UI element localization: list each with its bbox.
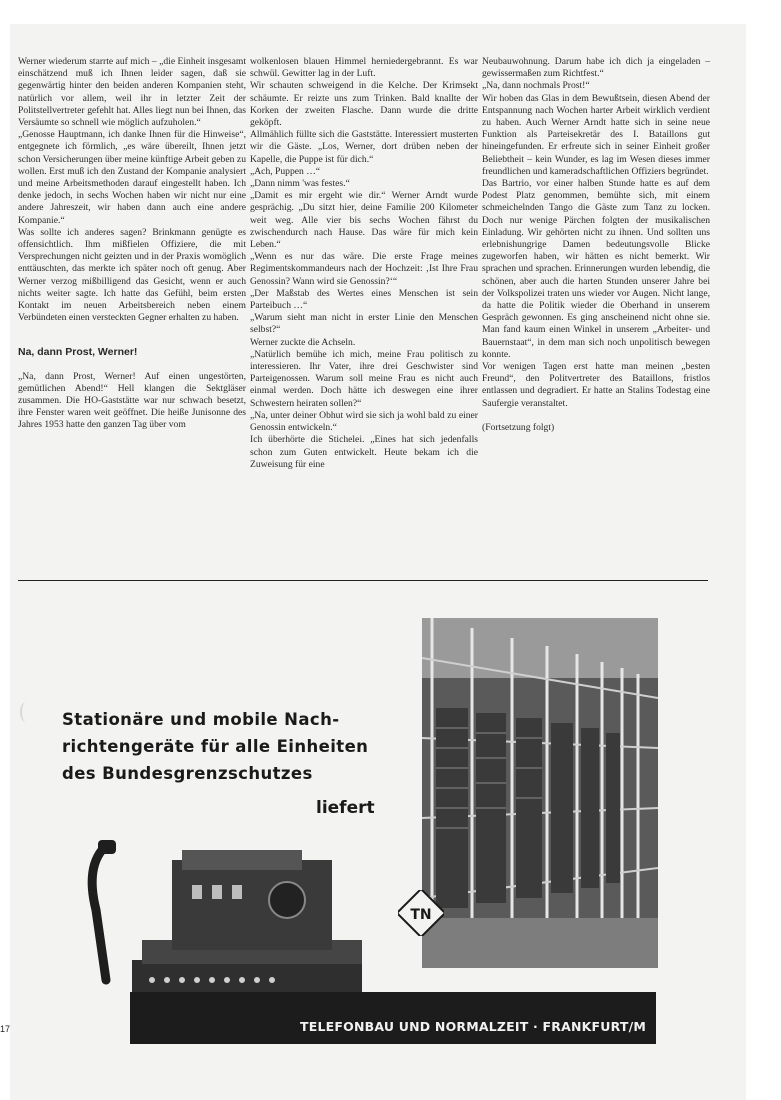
logo-text: TN: [410, 907, 432, 923]
paragraph: „Na, unter deiner Obhut wird sie sich ja wohl bald zu einer Genossin entwickeln.“: [250, 409, 478, 434]
margin-mark: [20, 702, 32, 722]
ad-liefert-text: liefert: [316, 798, 375, 818]
paragraph: Das Bartrio, vor einer halben Stunde hatte es auf dem Podest Platz genommen, bemühte sich, mit einem schmeichelnden Tango die Gäste zum Tanz zu locken. Doch nur wenige Pärchen folgten der musikalischen Einladung. Wir gehörten nicht zu ihnen. Und sollten uns erlebnishungrige Damen bedeutungsvolle Blicke zugeworfen haben, wir hätten es nicht bemerkt. Wir sprachen und sprachen. Erinnerungen wurden lebendig, die schönen, aber auch die harten Stunden unserer Jahre bei der Volkspolizei traten uns wieder vor Augen. Nicht lange, da hatte die Politik wieder die Oberhand in unserem Gespräch gewonnen. Es ging anscheinend nicht ohne sie. Man fand kaum einen Winkel in unserem „Arbeiter- und Bauernstaat“, in dem man sich noch unpolitisch bewegen konnte.: [482, 178, 710, 360]
paragraph: „Ach, Puppen …“: [250, 165, 321, 177]
paragraph: „Dann nimm 'was festes.“: [250, 178, 350, 190]
paragraph: Werner zuckte die Achseln.: [250, 336, 356, 348]
paragraph: Allmählich füllte sich die Gaststätte. Interessiert musterten wir die Gäste. „Los, Werner, dort drüben neben der Kapelle, die Puppe ist für dich.“: [250, 129, 478, 165]
ad-headline: [62, 706, 382, 787]
continuation-note: (Fortsetzung folgt): [482, 421, 555, 433]
ad-headline-line: Stationäre und mobile Nach-: [62, 710, 340, 729]
section-divider: [18, 580, 708, 581]
ad-banner: [130, 992, 656, 1044]
paragraph: „Wenn es nur das wäre. Die erste Frage meines Regimentskommandeurs nach der Hochzeit: ‚Ist Ihre Frau Genossin? Wann wird sie Genossin?‘“: [250, 251, 478, 287]
paragraph: Neubauwohnung. Darum habe ich dich ja eingeladen – gewissermaßen zum Richtfest.“: [482, 56, 710, 80]
advertisement: [10, 584, 746, 1054]
paragraph: „Damit es mir ergeht wie dir.“ Werner Arndt wurde gesprächig. „Du sitzt hier, deine Familie 200 Kilometer weit weg. Alle vier bis sechs Wochen fährst du zwischendurch nach Hause. Das wäre für mich kein Leben.“: [250, 190, 478, 251]
spacer: [482, 410, 710, 422]
ad-company-name: TELEFONBAU UND NORMALZEIT · FRANKFURT/M: [300, 1019, 646, 1034]
paragraph: Wir schauten schweigend in die Kelche. Der Krimsekt schäumte. Er reizte uns zum Trinken. Bald knallte der Korken der zweiten Flasche. Dann wurde die dritte geköpft.: [250, 80, 478, 129]
article-column-3: [482, 56, 710, 434]
magazine-page: [10, 24, 746, 1100]
paragraph: „Na, dann Prost, Werner! Auf einen ungestörten, gemütlichen Abend!“ Hell klangen die Sektgläser zusammen. Die HO-Gaststätte war nur schwach besetzt, ihre Fenster waren weit geöffnet. Die heiße Junisonne des Jahres 1953 hatte den ganzen Tag über vom: [18, 370, 246, 431]
paragraph: „Na, dann nochmals Prost!“: [482, 80, 590, 92]
paragraph: wolkenlosen blauen Himmel herniedergebrannt. Es war schwül. Gewitter lag in der Luft.: [250, 56, 478, 80]
paragraph: „Warum sieht man nicht in erster Linie den Menschen selbst?“: [250, 312, 478, 336]
article-column-1: [18, 56, 246, 432]
paragraph: Werner wiederum starrte auf mich – „die Einheit insgesamt einschätzend muß ich Ihnen leider sagen, daß sie gegenwärtig hinter den beiden anderen Kompanien steht, natürlich vor allem, weil ihr in letzter Zeit der Politstellvertreter gefehlt hat. Alles liegt nun bei Ihnen, das Versäumte so schnell wie möglich aufzuholen.“: [18, 56, 246, 129]
tn-logo-icon: [398, 890, 444, 936]
page-number: 17: [0, 1024, 11, 1034]
section-heading: Na, dann Prost, Werner!: [18, 346, 138, 359]
paragraph: „Genosse Hauptmann, ich danke Ihnen für die Hinweise“, entgegnete ich förmlich, „es wäre übereilt, Ihnen jetzt schon Versicherungen über meine künftige Arbeit geben zu wollen. Erst muß ich den Zustand der Kompanie analysiert und meine Arbeitsmethoden darauf eingestellt haben. Ich denke jedoch, in sechs Wochen haben wir nicht nur eine andere Jahreszeit, wir haben dann auch eine andere Kompanie.“: [18, 129, 246, 226]
article-column-2: [250, 56, 478, 471]
exchange-racks-photo: [422, 618, 658, 968]
paragraph: „Natürlich bemühe ich mich, meine Frau politisch zu interessieren. Ihr Vater, ihre drei Geschwister sind Parteigenossen. Warum soll meine Frau es nicht auch einmal werden. Doch hätte ich deswegen eine ihrer Schwestern heiraten sollen?“: [250, 348, 478, 409]
paragraph: „Der Maßstab des Wertes eines Menschen ist sein Parteibuch …“: [250, 287, 478, 312]
paragraph: Wir hoben das Glas in dem Bewußtsein, diesen Abend der Entspannung nach Wochen harter Arbeit wirklich verdient zu haben. Auch Werner Arndt hatte sich in seine neue Funktion als Parteisekretär des I. Bataillons gut hineingefunden. Er erfreute sich in seiner Einheit großer Beliebtheit – kein Wunder, es lag im Wesen dieses immer freundlichen und kameradschaftlichen Offiziers begründet.: [482, 92, 710, 177]
paragraph: Was sollte ich anderes sagen? Brinkmann genügte es offensichtlich. Ihm mißfielen Offiziere, die mit Versprechungen nicht geizten und in der Praxis womöglich enttäuschten, das merkte ich später noch oft genug. Aber Werner verzog mißbilligend das Gesicht, wenn er auch nichts weiter sagte. Ich hatte das Gefühl, beim ersten Kontakt im neuen Arbeitsbereich neben einem Verbündeten einen versteckten Gegner erhalten zu haben.: [18, 226, 246, 324]
ad-headline-line: des Bundesgrenzschutzes: [62, 764, 313, 783]
ad-headline-line: richtengeräte für alle Einheiten: [62, 737, 369, 756]
paragraph: Vor wenigen Tagen erst hatte man meinen „besten Freund“, den Politvertreter des Bataillons, fristlos entlassen und degradiert. Er hatte an Stalins Todestag eine Saufergie veranstaltet.: [482, 361, 710, 409]
paragraph: Ich überhörte die Stichelei. „Eines hat sich jedenfalls schon zum Guten entwickelt. Heute bekam ich die Zuweisung für eine: [250, 434, 478, 470]
